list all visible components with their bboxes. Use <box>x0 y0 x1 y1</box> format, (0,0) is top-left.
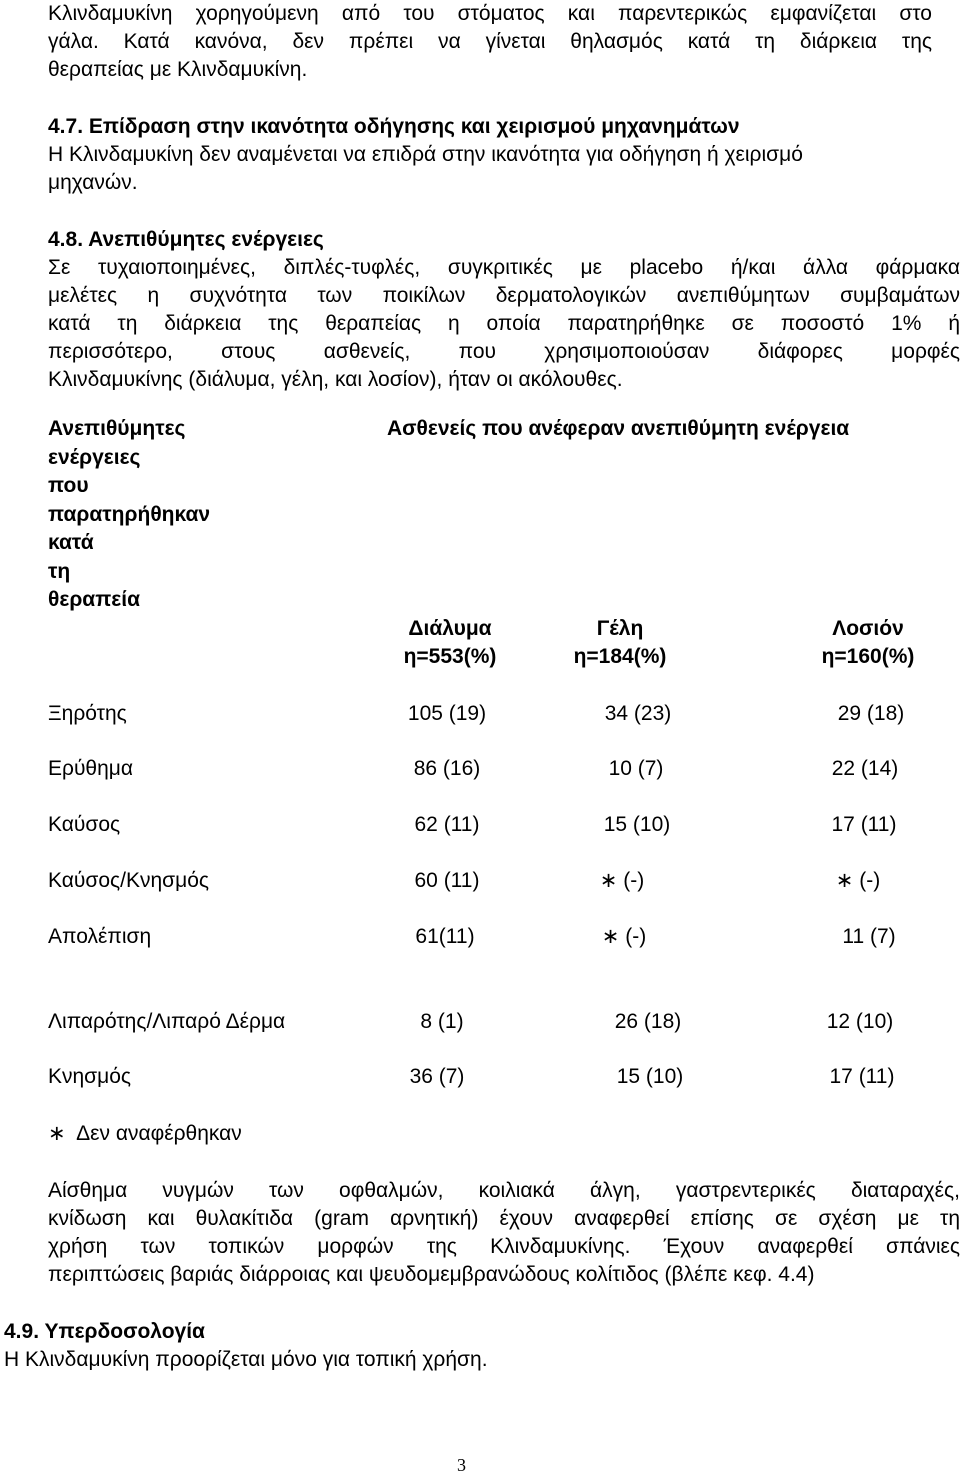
row-label: Καύσος/Κνησμός <box>48 869 210 892</box>
cell-solution: 36 (7) <box>409 1065 465 1088</box>
column-header-lotion-n: η=160(%) <box>821 645 915 668</box>
section-4-8-line-5: Κλινδαμυκίνης (διάλυμα, γέλη, και λοσίον), ήταν οι ακόλουθες. <box>48 368 623 391</box>
section-4-8-line-1: Σε τυχαιοποιημένες, διπλές-τυφλές, συγκριτικές με placebo ή/και άλλα φάρμακα <box>48 256 960 279</box>
after-table-line-4: περιπτώσεις βαριάς διάρροιας και ψευδομεμβρανώδους κολίτιδος (βλέπε κεφ. 4.4) <box>48 1263 815 1286</box>
table-row-header-line: Ανεπιθύμητες <box>48 417 186 440</box>
table-row-header-line: θεραπεία <box>48 588 141 611</box>
cell-gel: 26 (18) <box>614 1010 682 1033</box>
after-table-line-3: χρήση των τοπικών μορφών της Κλινδαμυκίνης. Έχουν αναφερθεί σπάνιες <box>48 1235 960 1258</box>
column-header-solution-n: η=553(%) <box>403 645 497 668</box>
cell-gel: 15 (10) <box>603 813 671 836</box>
section-4-9-heading: 4.9. Υπερδοσολογία <box>4 1320 205 1343</box>
table-row-header-line: ενέργειες <box>48 445 141 469</box>
cell-gel: 10 (7) <box>608 757 664 780</box>
table-footnote: ∗ Δεν αναφέρθηκαν <box>48 1122 242 1145</box>
cell-lotion: ∗ (-) <box>835 869 881 892</box>
table-row-header <box>48 415 210 615</box>
table-row-header-line: τη <box>48 559 71 583</box>
section-4-8-line-3: κατά τη διάρκεια της θεραπείας η οποία παρατηρήθηκε σε ποσοστό 1% ή <box>48 312 960 335</box>
section-4-7-line-1: Η Κλινδαμυκίνη δεν αναμένεται να επιδρά στην ικανότητα για οδήγηση ή χειρισμό <box>48 143 803 166</box>
row-label: Ξηρότης <box>48 702 127 725</box>
row-label: Κνησμός <box>48 1065 132 1088</box>
cell-lotion: 17 (11) <box>831 813 897 836</box>
section-4-7-heading: 4.7. Επίδραση στην ικανότητα οδήγησης και χειρισμού μηχανημάτων <box>48 115 740 138</box>
intro-line-3: θεραπείας με Κλινδαμυκίνη. <box>48 58 308 81</box>
row-label: Ερύθημα <box>48 757 134 780</box>
after-table-line-1: Αίσθημα νυγμών των οφθαλμών, κοιλιακά άλγη, γαστρεντερικές διαταραχές, <box>48 1179 960 1202</box>
cell-gel: 15 (10) <box>616 1065 684 1088</box>
row-label: Καύσος <box>48 813 121 836</box>
cell-solution: 105 (19) <box>407 702 487 725</box>
after-table-line-2: κνίδωση και θυλακίτιδα (gram αρνητική) έχουν αναφερθεί επίσης σε σχέση με τη <box>48 1207 960 1230</box>
cell-lotion: 17 (11) <box>829 1065 895 1088</box>
column-header-gel: Γέλη <box>596 617 644 640</box>
table-row-header-line: παρατηρήθηκαν <box>48 502 211 526</box>
table-group-header: Ασθενείς που ανέφεραν ανεπιθύμητη ενέργεια <box>387 417 850 440</box>
cell-solution: 61(11) <box>415 925 475 948</box>
page-number: 3 <box>457 1455 466 1475</box>
row-label: Λιπαρότης/Λιπαρό Δέρμα <box>48 1010 286 1033</box>
table-row-header-line: κατά <box>48 531 94 554</box>
section-4-7-line-2: μηχανών. <box>48 171 138 194</box>
table-row-header-line: που <box>48 474 89 497</box>
section-4-9-line: Η Κλινδαμυκίνη προορίζεται μόνο για τοπική χρήση. <box>4 1348 488 1371</box>
cell-gel: 34 (23) <box>604 702 672 725</box>
cell-lotion: 22 (14) <box>831 757 899 780</box>
column-header-lotion: Λοσιόν <box>832 617 904 640</box>
cell-solution: 86 (16) <box>413 757 481 780</box>
column-header-gel-n: η=184(%) <box>573 645 667 668</box>
cell-solution: 8 (1) <box>420 1010 464 1033</box>
cell-gel: ∗ (-) <box>601 925 647 948</box>
cell-lotion: 12 (10) <box>826 1010 894 1033</box>
intro-line-2: γάλα. Κατά κανόνα, δεν πρέπει να γίνεται θηλασμός κατά τη διάρκεια της <box>48 30 932 53</box>
section-4-8-line-2: μελέτες η συχνότητα των ποικίλων δερματολογικών ανεπιθύμητων συμβαμάτων <box>48 284 960 307</box>
section-4-8-line-4: περισσότερο, στους ασθενείς, που χρησιμοποιούσαν διάφορες μορφές <box>48 340 960 363</box>
cell-lotion: 11 (7) <box>842 925 896 948</box>
cell-gel: ∗ (-) <box>599 869 645 892</box>
cell-solution: 62 (11) <box>414 813 480 836</box>
column-header-solution: Διάλυμα <box>408 617 492 640</box>
section-4-8-heading: 4.8. Ανεπιθύμητες ενέργειες <box>48 228 324 251</box>
intro-line-1: Κλινδαμυκίνη χορηγούμενη από του στόματος και παρεντερικώς εμφανίζεται στο <box>48 2 932 25</box>
cell-lotion: 29 (18) <box>837 702 905 725</box>
cell-solution: 60 (11) <box>414 869 480 892</box>
row-label: Απολέπιση <box>48 925 152 948</box>
